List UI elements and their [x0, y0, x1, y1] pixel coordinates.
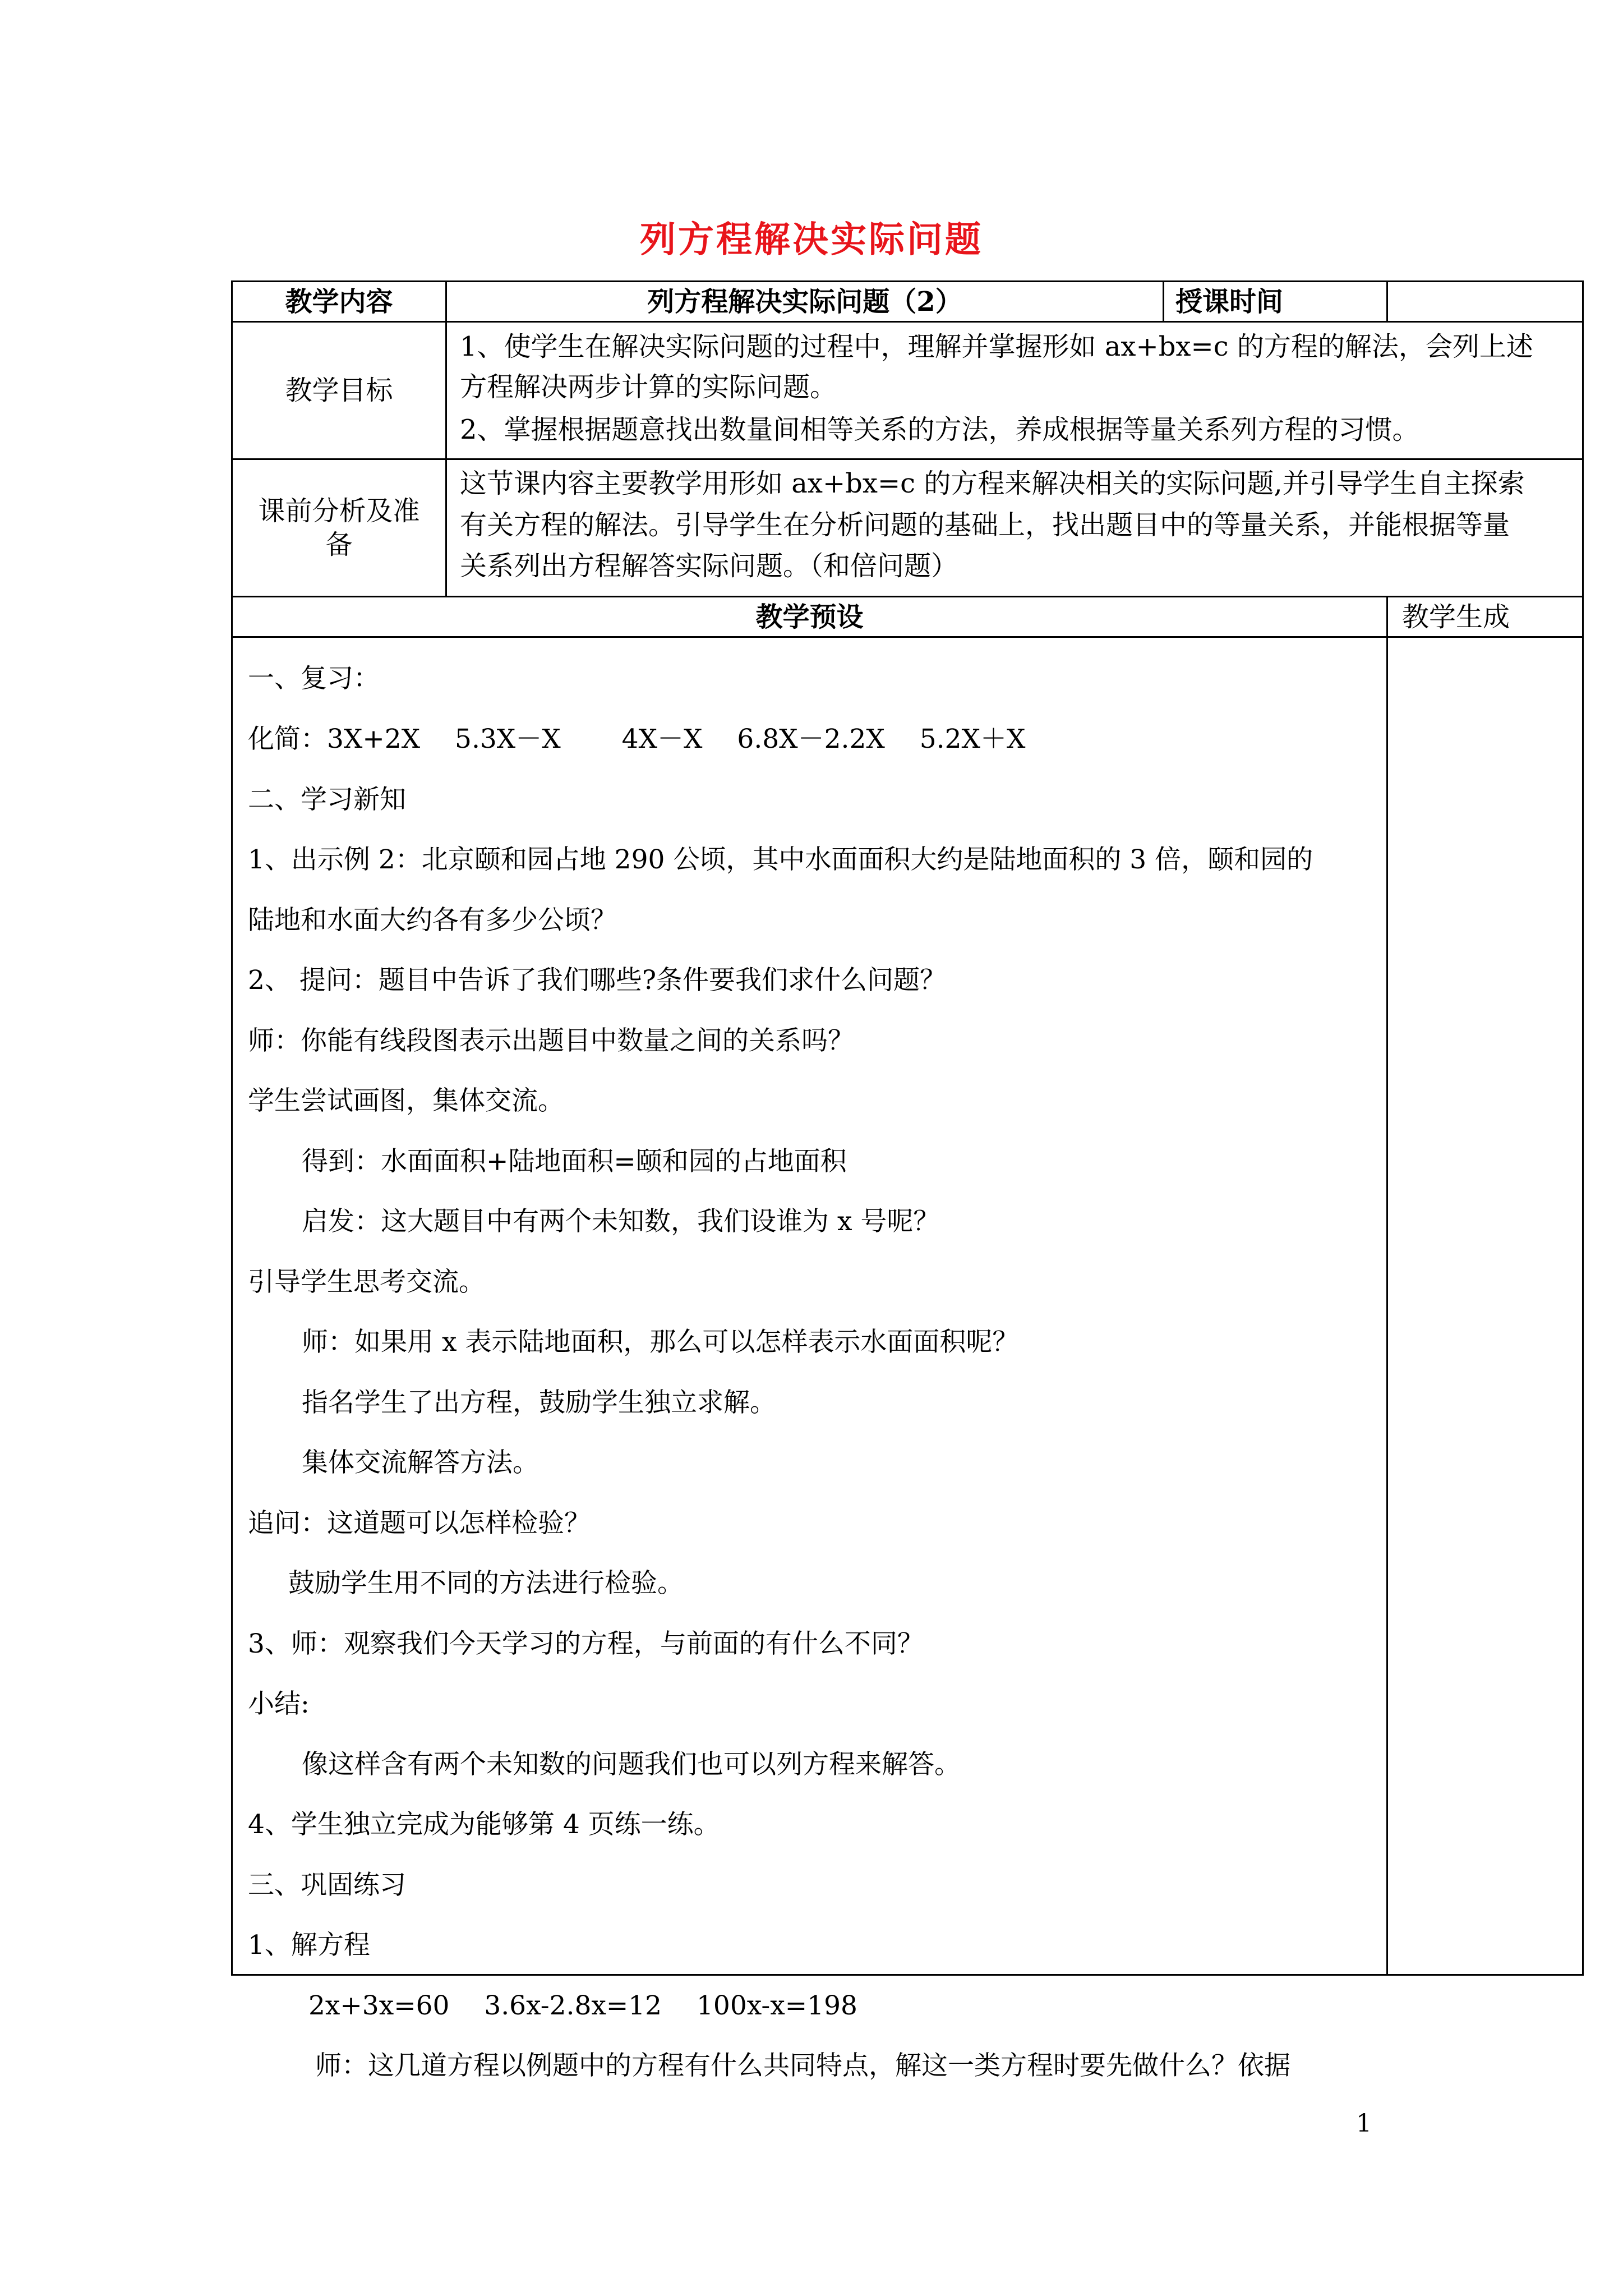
body-line: 集体交流解答方法。 [302, 1447, 539, 1478]
body-line: 2、 提问：题目中告诉了我们哪些?条件要我们求什么问题？ [248, 965, 947, 996]
analysis-line: 关系列出方程解答实际问题。（和倍问题） [460, 550, 958, 582]
body-line: 师：这几道方程以例题中的方程有什么共同特点，解这一类方程时要先做什么？依据 [315, 2050, 1290, 2081]
body-line: 鼓励学生用不同的方法进行检验。 [288, 1568, 684, 1599]
goal-line: 1、使学生在解决实际问题的过程中，理解并掌握形如 ax+bx=c 的方程的解法，会列上述 [460, 331, 1533, 362]
body-line: 追问：这道题可以怎样检验？ [248, 1508, 591, 1539]
body-line: 1、出示例 2：北京颐和园占地 290 公顷，其中水面面积大约是陆地面积的 3 倍，颐和园的 [248, 844, 1313, 875]
label-teaching-content: 教学内容 [285, 286, 393, 318]
analysis-line: 这节课内容主要教学用形如 ax+bx=c 的方程来解决相关的实际问题,并引导学生自主探索 [460, 468, 1525, 499]
label-class-time: 授课时间 [1175, 286, 1284, 318]
body-line: 化简：3X+2X 5.3X－X 4X－X 6.8X－2.2X 5.2X＋X [248, 724, 1026, 754]
body-line: 4、学生独立完成为能够第 4 页练一练。 [248, 1809, 720, 1840]
header-teaching-preset: 教学预设 [755, 601, 864, 633]
body-line: 启发：这大题目中有两个未知数，我们设谁为 x 号呢？ [302, 1206, 940, 1237]
body-line: 小结: [248, 1688, 310, 1719]
body-line: 像这样含有两个未知数的问题我们也可以列方程来解答。 [302, 1749, 961, 1780]
body-line: 师：你能有线段图表示出题目中数量之间的关系吗？ [248, 1025, 854, 1056]
body-line: 陆地和水面大约各有多少公顷？ [248, 905, 617, 936]
body-line: 引导学生思考交流。 [248, 1267, 485, 1297]
body-line: 师：如果用 x 表示陆地面积，那么可以怎样表示水面面积呢？ [302, 1327, 1019, 1358]
body-line: 3、师：观察我们今天学习的方程，与前面的有什么不同？ [248, 1628, 924, 1659]
analysis-label-line2: 备 [325, 529, 353, 560]
page-number: 1 [1356, 2109, 1372, 2138]
body-line: 学生尝试画图，集体交流。 [248, 1085, 564, 1116]
teaching-content-value: 列方程解决实际问题（2） [647, 286, 962, 318]
body-line: 2x+3x=60 3.6x-2.8x=12 100x-x=198 [308, 1990, 857, 2021]
analysis-line: 有关方程的解法。引导学生在分析问题的基础上，找出题目中的等量关系，并能根据等量 [460, 509, 1510, 541]
body-line: 二、学习新知 [248, 784, 406, 815]
body-line: 1、解方程 [248, 1930, 370, 1961]
class-time-value [1388, 282, 1582, 321]
label-teaching-goals: 教学目标 [285, 375, 393, 406]
body-line: 得到：水面面积+陆地面积=颐和园的占地面积 [302, 1146, 847, 1177]
header-teaching-generation: 教学生成 [1402, 601, 1510, 633]
analysis-label-line1: 课前分析及准 [258, 495, 420, 527]
body-line: 三、巩固练习 [248, 1870, 406, 1901]
label-pre-class-analysis [233, 460, 445, 596]
goal-line: 2、掌握根据题意找出数量间相等关系的方法，养成根据等量关系列方程的习惯。 [460, 414, 1419, 445]
document-title: 列方程解决实际问题 [640, 219, 983, 261]
body-line: 指名学生了出方程，鼓励学生独立求解。 [302, 1387, 776, 1418]
goal-line: 方程解决两步计算的实际问题。 [460, 371, 837, 403]
body-line: 一、复习： [248, 663, 380, 694]
